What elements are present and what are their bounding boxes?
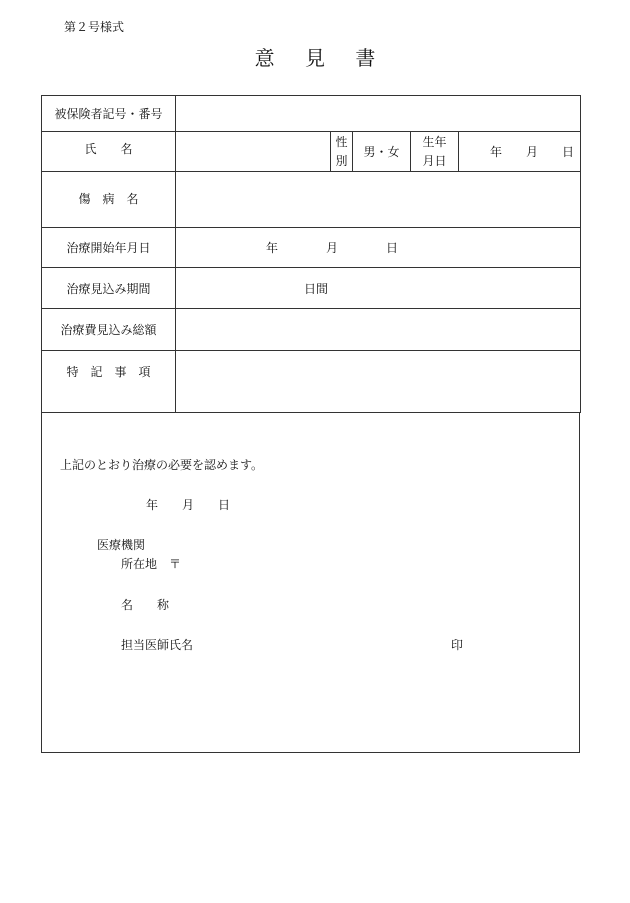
sex-label [331, 132, 353, 172]
expected-cost-field[interactable] [176, 309, 581, 351]
treatment-start-field[interactable]: 年 月 日 [176, 228, 581, 268]
insured-id-field[interactable] [176, 96, 581, 132]
name-label: 氏 名 [42, 132, 176, 172]
sex-label-line-2: 別 [335, 153, 348, 168]
certification-statement: 上記のとおり治療の必要を認めます。 [60, 458, 264, 472]
opinion-form-table [41, 95, 581, 413]
certification-date[interactable]: 年 月 日 [146, 498, 231, 512]
insured-id-label: 被保険者記号・番号 [42, 96, 176, 132]
address-label: 所在地 〒 [121, 557, 182, 571]
birth-date-label [411, 132, 459, 172]
institution-name-label: 名 称 [121, 598, 170, 612]
title-char-1: 意 [254, 46, 275, 70]
expected-cost-label: 治療費見込み総額 [42, 309, 176, 351]
expected-period-field[interactable]: 日間 [176, 268, 581, 309]
seal-mark: 印 [451, 638, 464, 652]
treatment-start-label: 治療開始年月日 [42, 228, 176, 268]
name-field[interactable] [176, 132, 331, 172]
expected-period-label: 治療見込み期間 [42, 268, 176, 309]
form-number: 第２号様式 [64, 20, 125, 34]
title-char-2: 見 [305, 46, 325, 70]
injury-field[interactable] [176, 172, 581, 228]
special-notes-field[interactable] [176, 351, 581, 413]
sex-options[interactable]: 男・女 [353, 132, 411, 172]
institution-label: 医療機関 [97, 538, 146, 552]
doctor-name-label: 担当医師氏名 [121, 638, 194, 652]
sex-label-line-1: 性 [335, 134, 348, 149]
special-notes-label: 特 記 事 項 [42, 351, 176, 413]
birth-label-line-2: 月日 [422, 153, 447, 168]
title-char-3: 書 [355, 46, 376, 70]
injury-label: 傷 病 名 [42, 172, 176, 228]
document-title [0, 42, 630, 71]
birth-date-field[interactable]: 年 月 日 [459, 132, 581, 172]
certification-section [41, 412, 580, 753]
birth-label-line-1: 生年 [422, 134, 447, 149]
